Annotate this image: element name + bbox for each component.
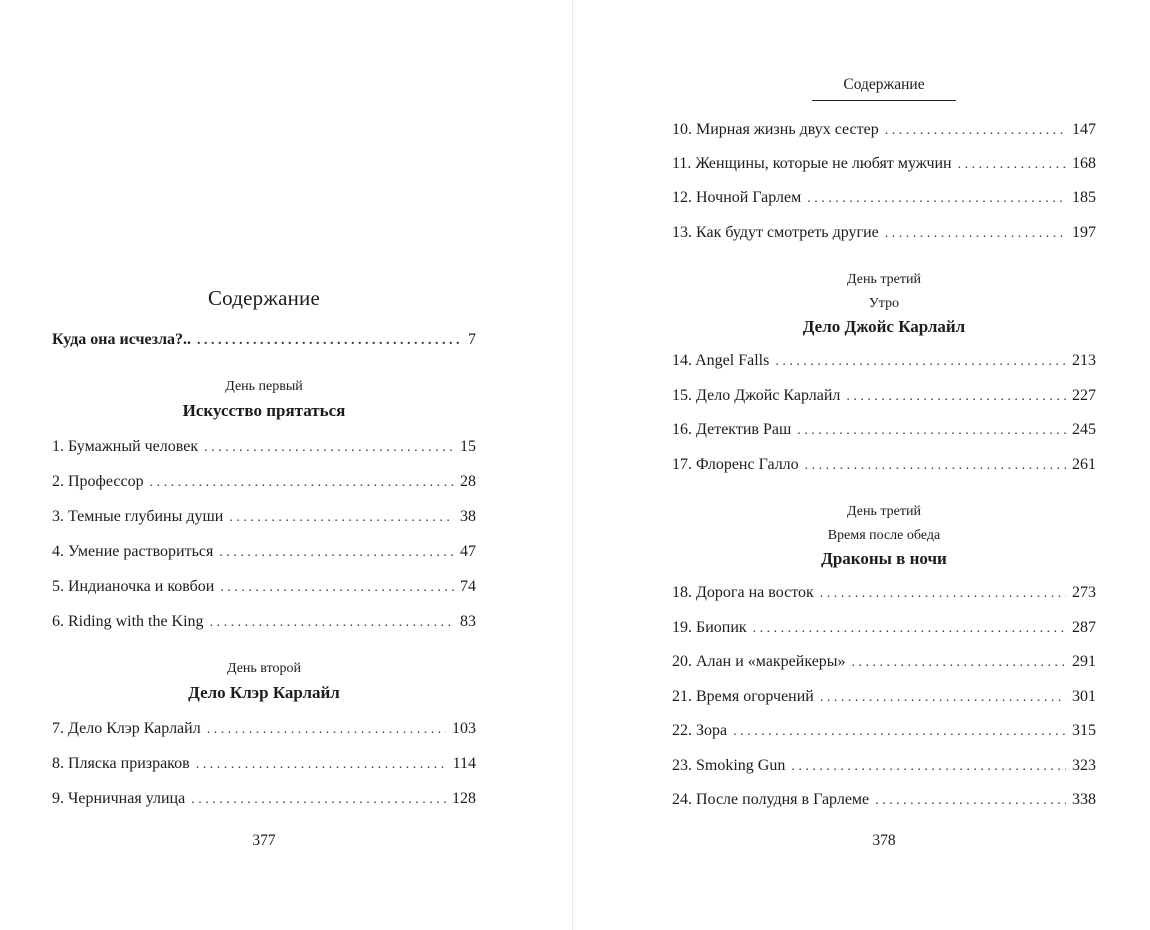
entry-title: 23. Smoking Gun xyxy=(672,757,786,774)
entry-page-number: 128 xyxy=(452,790,476,807)
toc-entry[interactable] xyxy=(672,188,1096,209)
entry-title: 14. Angel Falls xyxy=(672,352,770,369)
entry-title: Куда она исчезла?.. xyxy=(52,331,192,348)
entry-title: 21. Время огорчений xyxy=(672,688,814,705)
entry-title: 4. Умение раствориться xyxy=(52,543,214,560)
page-number: 378 xyxy=(872,832,896,849)
entry-title: 7. Дело Клэр Карлайл xyxy=(52,720,201,737)
entry-title: 22. Зора xyxy=(672,722,728,739)
toc-entry[interactable] xyxy=(672,618,1096,639)
entry-page-number: 245 xyxy=(1072,421,1096,438)
entry-title: 13. Как будут смотреть другие xyxy=(672,224,879,241)
entry-page-number: 197 xyxy=(1072,224,1096,241)
toc-entry[interactable] xyxy=(52,507,476,528)
toc-entry[interactable] xyxy=(672,420,1096,441)
dot-leader xyxy=(733,721,1066,742)
day-label: День третий xyxy=(847,504,921,519)
entry-title: 5. Индианочка и ковбои xyxy=(52,578,215,595)
page-number: 377 xyxy=(252,832,276,849)
entry-page-number: 323 xyxy=(1072,757,1096,774)
entry-title: 8. Пляска призраков xyxy=(52,755,190,772)
entry-page-number: 185 xyxy=(1072,189,1096,206)
toc-entry-prologue[interactable] xyxy=(52,330,476,351)
entry-title: 9. Черничная улица xyxy=(52,790,186,807)
toc-entry[interactable] xyxy=(672,583,1096,604)
dot-leader xyxy=(219,542,454,563)
entry-page-number: 287 xyxy=(1072,619,1096,636)
dot-leader xyxy=(207,719,446,740)
dot-leader xyxy=(204,437,454,458)
day-sublabel: Время после обеда xyxy=(827,528,941,543)
entry-title: 17. Флоренс Галло xyxy=(672,456,799,473)
dot-leader xyxy=(797,420,1066,441)
dot-leader xyxy=(807,188,1066,209)
toc-entry[interactable] xyxy=(672,687,1096,708)
entry-title: 10. Мирная жизнь двух сестер xyxy=(672,121,879,138)
dot-leader xyxy=(885,223,1066,244)
dot-leader xyxy=(846,386,1066,407)
entry-page-number: 103 xyxy=(452,720,476,737)
entry-title: 19. Биопик xyxy=(672,619,747,636)
dot-leader xyxy=(885,120,1066,141)
dot-leader xyxy=(229,507,454,528)
toc-entry[interactable] xyxy=(672,223,1096,244)
toc-entry[interactable] xyxy=(672,721,1096,742)
entry-title: 18. Дорога на восток xyxy=(672,584,814,601)
dot-leader xyxy=(875,790,1066,811)
right-page xyxy=(672,0,1096,930)
toc-entry[interactable] xyxy=(52,719,476,740)
dot-leader xyxy=(820,583,1066,604)
day-sublabel: Утро xyxy=(868,296,900,311)
entry-page-number: 147 xyxy=(1072,121,1096,138)
running-head: Содержание xyxy=(812,76,956,101)
entry-page-number: 227 xyxy=(1072,387,1096,404)
left-page xyxy=(52,0,476,930)
entry-page-number: 213 xyxy=(1072,352,1096,369)
toc-entry[interactable] xyxy=(52,612,476,633)
toc-entry[interactable] xyxy=(52,577,476,598)
dot-leader xyxy=(150,472,454,493)
entry-title: 2. Профессор xyxy=(52,473,144,490)
toc-entry[interactable] xyxy=(52,789,476,810)
entry-title: 20. Алан и «макрейкеры» xyxy=(672,653,846,670)
dot-leader xyxy=(220,577,454,598)
toc-entry[interactable] xyxy=(672,756,1096,777)
entry-title: 1. Бумажный человек xyxy=(52,438,199,455)
dot-leader xyxy=(805,455,1066,476)
toc-entry[interactable] xyxy=(52,542,476,563)
entry-page-number: 83 xyxy=(460,613,476,630)
entry-page-number: 114 xyxy=(452,755,476,772)
entry-page-number: 338 xyxy=(1072,791,1096,808)
toc-title: Содержание xyxy=(207,286,321,310)
entry-page-number: 273 xyxy=(1072,584,1096,601)
toc-entry[interactable] xyxy=(672,154,1096,175)
entry-title: 6. Riding with the King xyxy=(52,613,204,630)
entry-title: 12. Ночной Гарлем xyxy=(672,189,802,206)
toc-entry[interactable] xyxy=(672,351,1096,372)
section-title: Дело Джойс Карлайл xyxy=(802,317,966,336)
dot-leader xyxy=(197,330,462,351)
entry-title: 16. Детектив Раш xyxy=(672,421,792,438)
day-label: День второй xyxy=(227,661,301,676)
entry-title: 3. Темные глубины души xyxy=(52,508,224,525)
entry-page-number: 261 xyxy=(1072,456,1096,473)
toc-entry[interactable] xyxy=(672,455,1096,476)
entry-page-number: 7 xyxy=(468,331,476,348)
entry-page-number: 315 xyxy=(1072,722,1096,739)
entry-page-number: 291 xyxy=(1072,653,1096,670)
day-label: День третий xyxy=(847,272,921,287)
entry-title: 24. После полудня в Гарлеме xyxy=(672,791,870,808)
page-gutter xyxy=(572,0,573,930)
dot-leader xyxy=(820,687,1066,708)
dot-leader xyxy=(753,618,1066,639)
entry-page-number: 74 xyxy=(460,578,476,595)
entry-page-number: 168 xyxy=(1072,155,1096,172)
toc-entry[interactable] xyxy=(52,437,476,458)
dot-leader xyxy=(775,351,1066,372)
toc-entry[interactable] xyxy=(52,754,476,775)
toc-entry[interactable] xyxy=(672,652,1096,673)
section-title: Драконы в ночи xyxy=(821,549,947,568)
dot-leader xyxy=(958,154,1066,175)
dot-leader xyxy=(852,652,1066,673)
dot-leader xyxy=(196,754,447,775)
entry-title: 15. Дело Джойс Карлайл xyxy=(672,387,841,404)
section-title: Искусство прятаться xyxy=(182,401,346,420)
toc-entry[interactable] xyxy=(672,120,1096,141)
toc-entry[interactable] xyxy=(52,472,476,493)
toc-entry[interactable] xyxy=(672,386,1096,407)
entry-title: 11. Женщины, которые не любят мужчин xyxy=(672,155,952,172)
entry-page-number: 38 xyxy=(460,508,476,525)
dot-leader xyxy=(210,612,454,633)
entry-page-number: 301 xyxy=(1072,688,1096,705)
dot-leader xyxy=(791,756,1066,777)
entry-page-number: 47 xyxy=(460,543,476,560)
dot-leader xyxy=(191,789,446,810)
section-title: Дело Клэр Карлайл xyxy=(188,683,340,702)
day-label: День первый xyxy=(225,379,303,394)
entry-page-number: 28 xyxy=(460,473,476,490)
entry-page-number: 15 xyxy=(460,438,476,455)
toc-entry[interactable] xyxy=(672,790,1096,811)
